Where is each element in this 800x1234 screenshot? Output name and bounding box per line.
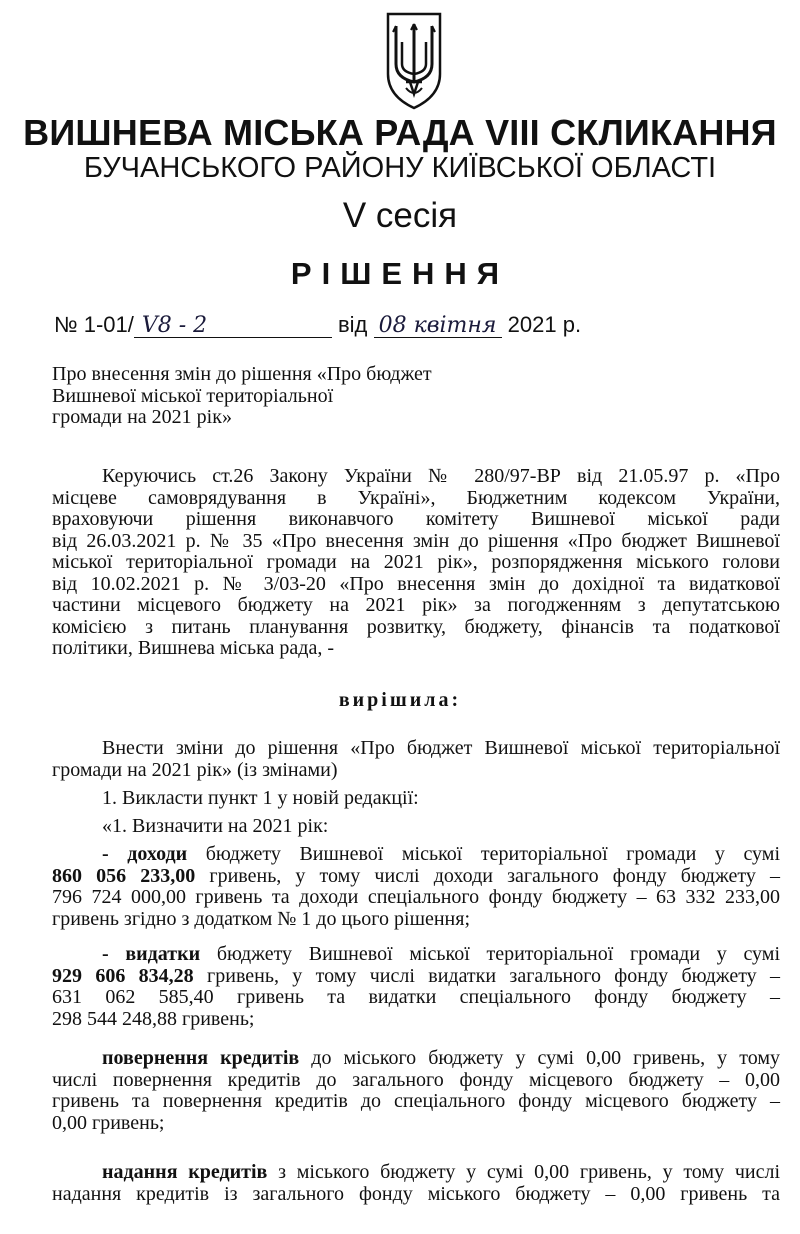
loans-granted-line-1: надання кредитів з міського бюджету у сумі 0,00 гривень, у тому числі bbox=[102, 1161, 780, 1183]
changes-line: Внести зміни до рішення «Про бюджет Вишневої міської територіальної bbox=[102, 737, 780, 759]
loan-returns-label: повернення кредитів bbox=[102, 1047, 300, 1069]
preamble-line: міської територіальної громади на 2021 рік», розпорядження міського голови bbox=[52, 551, 780, 573]
expenditures-amount: 929 606 834,28 bbox=[52, 964, 194, 987]
item-1 bbox=[52, 788, 780, 810]
decision-title: РІШЕННЯ bbox=[290, 256, 510, 291]
expenditures-paragraph bbox=[52, 944, 780, 1030]
revenues-line-3: 796 724 000,00 гривень та доходи спеціального фонду бюджету – 63 332 233,00 bbox=[52, 886, 780, 908]
preamble-line: від 10.02.2021 р. № 3/03-20 «Про внесення змін до дохідної та видаткової bbox=[52, 572, 780, 595]
loan-returns-line-2: числі повернення кредитів до загального фонду місцевого бюджету – 0,00 bbox=[52, 1068, 780, 1091]
item-1-text: 1. Викласти пункт 1 у новій редакції: bbox=[102, 787, 419, 809]
preamble-line: політики, Вишнева міська рада, - bbox=[52, 637, 335, 659]
decision-subject bbox=[52, 364, 482, 429]
date-year: 2021 р. bbox=[507, 312, 582, 337]
decision-number-line bbox=[54, 312, 581, 338]
item-1-sub-text: «1. Визначити на 2021 рік: bbox=[102, 815, 329, 837]
preamble-line: частини місцевого бюджету на 2021 рік» за погодженням з депутатською bbox=[52, 594, 780, 616]
revenues-line-2: 860 056 233,00 гривень, у тому числі доходи загального фонду бюджету – bbox=[52, 864, 780, 887]
preamble-line: місцеве самоврядування в Україні», Бюджетним кодексом України, bbox=[52, 486, 780, 509]
preamble-paragraph bbox=[52, 466, 780, 660]
preamble-line: від 26.03.2021 р. № 35 «Про внесення змін до рішення «Про бюджет Вишневої bbox=[52, 529, 780, 552]
loans-granted-paragraph bbox=[52, 1162, 780, 1205]
loan-returns-line-1: повернення кредитів до міського бюджету у сумі 0,00 гривень, у тому bbox=[102, 1047, 780, 1069]
loan-returns-paragraph bbox=[52, 1048, 780, 1134]
date-prefix: від bbox=[337, 312, 368, 337]
changes-intro bbox=[52, 738, 780, 781]
expenditures-line-4: 298 544 248,88 гривень; bbox=[52, 1007, 255, 1030]
council-name: ВИШНЕВА МІСЬКА РАДА VIII СКЛИКАННЯ bbox=[23, 112, 777, 153]
loan-returns-line-4: 0,00 гривень; bbox=[52, 1111, 165, 1134]
revenues-amount: 860 056 233,00 bbox=[52, 864, 196, 887]
expenditures-line-3: 631 062 585,40 гривень та видатки спеціального фонду бюджету – bbox=[52, 986, 780, 1008]
expenditures-line-2: 929 606 834,28 гривень, у тому числі видатки загального фонду бюджету – bbox=[52, 964, 781, 987]
loans-granted-line-2: надання кредитів із загального фонду міського бюджету – 0,00 гривень та bbox=[52, 1182, 780, 1205]
revenues-line-4: гривень згідно з додатком № 1 до цього рішення; bbox=[52, 907, 471, 930]
council-district: БУЧАНСЬКОГО РАЙОНУ КИЇВСЬКОЇ ОБЛАСТІ bbox=[83, 152, 717, 184]
handwritten-number: V8 - 2 bbox=[134, 315, 332, 338]
subject-line: Вишневої міської територіальної bbox=[52, 384, 334, 407]
item-1-sub bbox=[52, 816, 780, 838]
subject-line: Про внесення змін до рішення «Про бюджет bbox=[52, 363, 432, 385]
changes-line: громади на 2021 рік» (із змінами) bbox=[52, 758, 338, 781]
handwritten-date: 08 квітня bbox=[374, 315, 502, 338]
number-prefix: № 1-01/ bbox=[54, 312, 134, 337]
revenues-paragraph bbox=[52, 844, 780, 930]
loan-returns-line-3: гривень та повернення кредитів до спеціального фонду місцевого бюджету – bbox=[52, 1090, 780, 1112]
coat-of-arms-tryzub-icon bbox=[384, 12, 444, 110]
preamble-line: враховуючи рішення виконавчого комітету Вишневої міської ради bbox=[52, 508, 780, 530]
resolved-heading: вирішила: bbox=[338, 689, 462, 711]
revenues-label: - доходи bbox=[102, 843, 188, 865]
subject-line: громади на 2021 рік» bbox=[52, 406, 232, 428]
expenditures-label: - видатки bbox=[102, 943, 201, 965]
loans-granted-label: надання кредитів bbox=[102, 1161, 268, 1183]
session-title: V сесія bbox=[342, 196, 458, 235]
revenues-line-1: - доходи бюджету Вишневої міської територіальної громади у сумі bbox=[102, 843, 780, 865]
preamble-line: Керуючись ст.26 Закону України № 280/97-ВР від 21.05.97 р. «Про bbox=[102, 465, 780, 487]
expenditures-line-1: - видатки бюджету Вишневої міської територіальної громади у сумі bbox=[102, 943, 780, 965]
preamble-line: комісією з питань планування розвитку, бюджету, фінансів та податкової bbox=[52, 615, 780, 638]
